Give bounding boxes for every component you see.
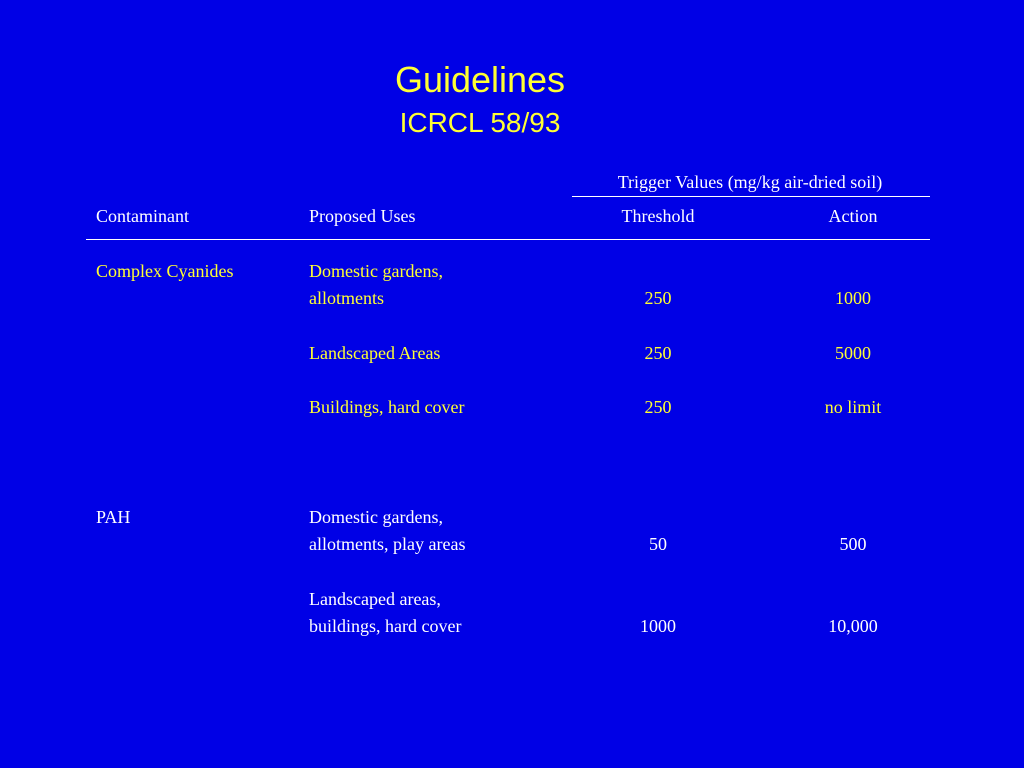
contaminant-label: PAH: [96, 507, 131, 527]
action-cell: 5000: [835, 343, 871, 363]
threshold-cell: 250: [644, 343, 672, 363]
action-cell: no limit: [824, 397, 882, 417]
threshold-cell: 1000: [640, 616, 676, 636]
action-cell: 1000: [835, 288, 871, 308]
threshold-cell: 50: [649, 534, 667, 554]
proposed-use-cell: allotments, play areas: [309, 534, 466, 554]
proposed-use-cell: Buildings, hard cover: [309, 397, 465, 417]
slide-subtitle: ICRCL 58/93: [399, 107, 561, 138]
proposed-use-cell: Domestic gardens,: [309, 261, 443, 281]
threshold-cell: 250: [644, 288, 672, 308]
trigger-values-group-header: Trigger Values (mg/kg air-dried soil): [617, 172, 883, 192]
proposed-use-cell: allotments: [309, 288, 384, 308]
threshold-cell: 250: [644, 397, 672, 417]
action-cell: 500: [839, 534, 867, 554]
proposed-use-cell: Domestic gardens,: [309, 507, 443, 527]
proposed-use-cell: buildings, hard cover: [309, 616, 462, 636]
contaminant-label: Complex Cyanides: [96, 261, 234, 281]
column-header-proposed-uses: Proposed Uses: [309, 206, 416, 226]
column-header-contaminant: Contaminant: [96, 206, 189, 226]
slide-title: Guidelines: [394, 59, 566, 100]
group-header-rule: [572, 196, 930, 197]
proposed-use-cell: Landscaped areas,: [309, 589, 441, 609]
column-header-threshold: Threshold: [621, 206, 695, 226]
column-header-action: Action: [828, 206, 878, 226]
proposed-use-cell: Landscaped Areas: [309, 343, 441, 363]
header-rule: [86, 239, 930, 240]
action-cell: 10,000: [828, 616, 878, 636]
